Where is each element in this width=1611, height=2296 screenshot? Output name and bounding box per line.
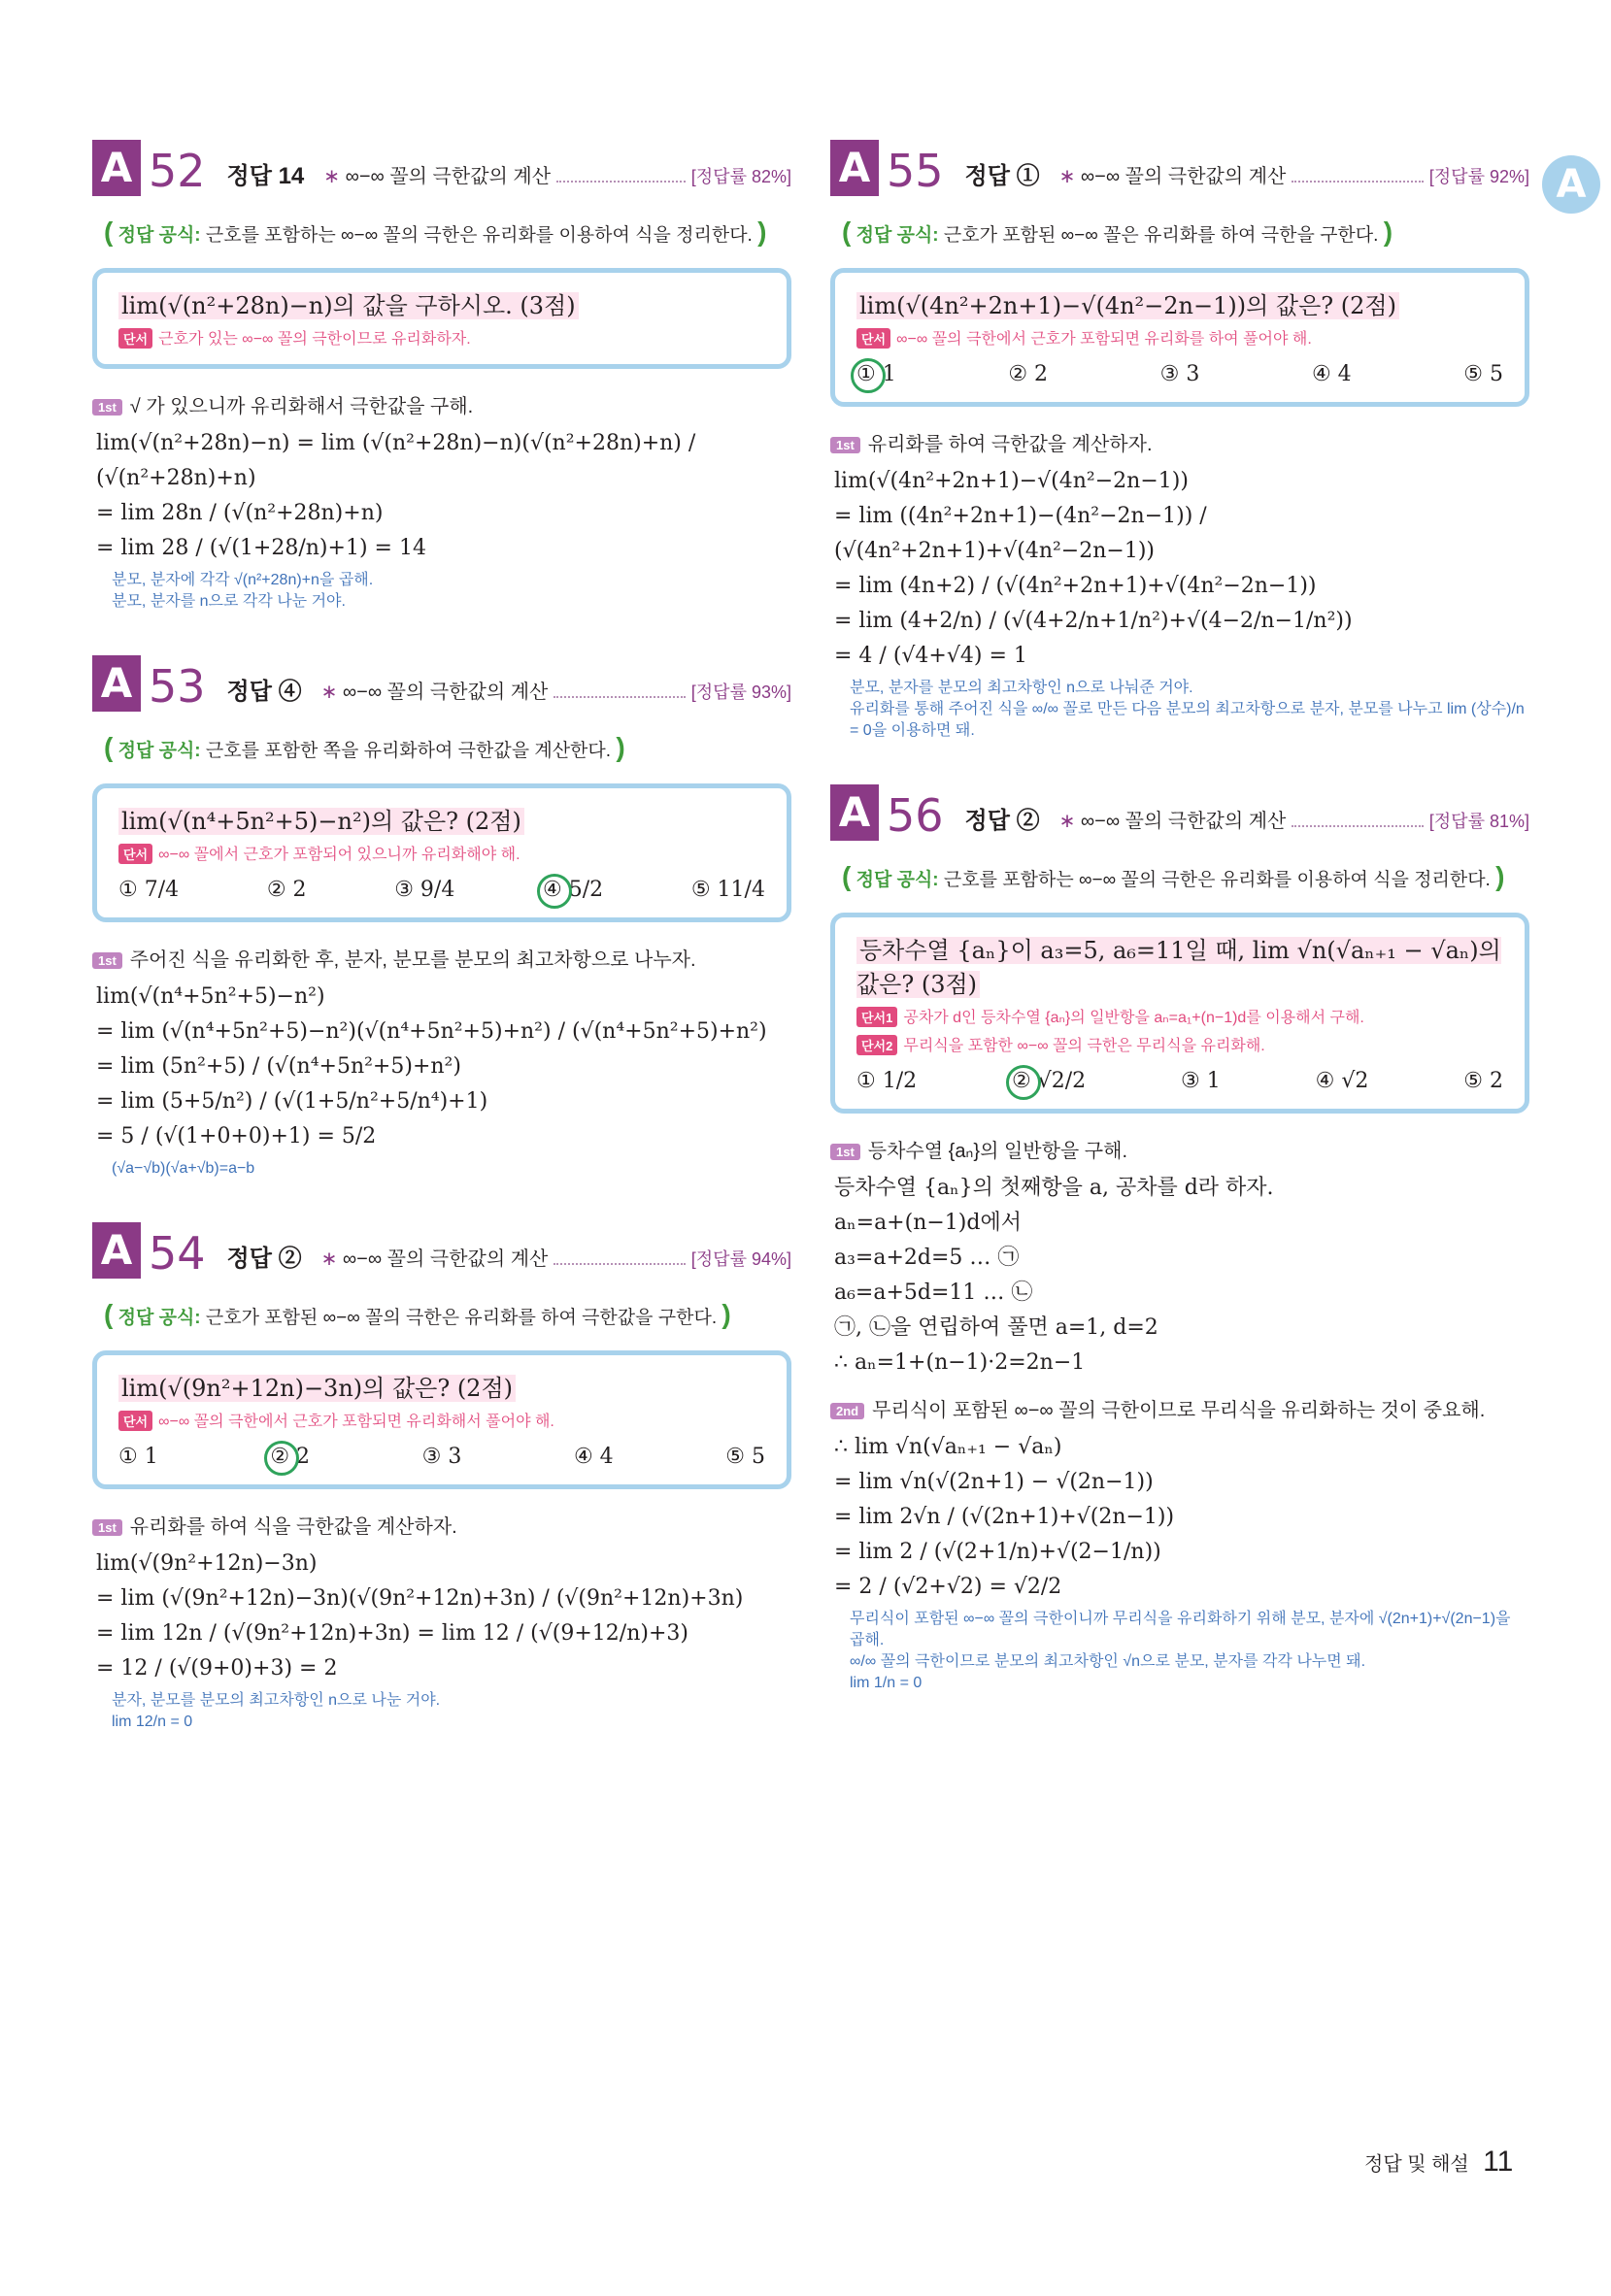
equation-line: a₆=a+5d=11 … ㉡ bbox=[834, 1281, 1033, 1305]
step-badge: 1st bbox=[92, 1519, 122, 1536]
choice-list bbox=[118, 878, 765, 902]
correct-rate: [정답률 93%] bbox=[690, 682, 791, 702]
choice-3: ③ 3 bbox=[1159, 362, 1200, 386]
choice-list bbox=[856, 362, 1503, 386]
problem-topic: ∗ ∞−∞ 꼴의 극한값의 계산 bbox=[1058, 166, 1287, 187]
formula-text: 근호를 포함하는 ∞−∞ 꼴의 극한은 유리화를 이용하여 식을 정리한다. bbox=[943, 870, 1491, 890]
step-text: 유리화를 하여 극한값을 계산하자. bbox=[867, 434, 1153, 455]
page-number: 11 bbox=[1483, 2146, 1514, 2178]
equation-line: = lim (√(n⁴+5n²+5)−n²)(√(n⁴+5n²+5)+n²) / (√(n⁴+5n²+5)+n²) bbox=[96, 1019, 767, 1044]
problem-header bbox=[92, 136, 791, 196]
side-note: 분모, 분자를 n으로 각각 나눈 거야. bbox=[112, 593, 346, 610]
choice-2: ② 2 bbox=[266, 878, 307, 902]
side-notes bbox=[112, 570, 791, 613]
problem-header bbox=[830, 781, 1529, 841]
question-box bbox=[830, 268, 1529, 407]
answer-formula: ( 정답 공식: 근호가 포함된 ∞−∞ 꼴은 유리화를 하여 극한을 구한다. ) bbox=[842, 216, 1393, 247]
hint: 단서 ∞−∞ 꼴에서 근호가 포함되어 있으니까 유리화해야 해. bbox=[118, 842, 765, 864]
problem-level-badge: A bbox=[830, 784, 879, 841]
step-badge: 1st bbox=[92, 952, 122, 969]
step-badge: 1st bbox=[830, 1144, 860, 1160]
step-heading bbox=[92, 390, 791, 418]
equation-line: = lim 2 / (√(2+1/n)+√(2−1/n)) bbox=[834, 1540, 1161, 1564]
correct-rate: [정답률 92%] bbox=[1428, 167, 1529, 186]
question-text: lim(√(9n²+12n)−3n)의 값은? (2점) bbox=[118, 1369, 765, 1403]
step-text: 주어진 식을 유리화한 후, 분자, 분모를 분모의 최고차항으로 나누자. bbox=[129, 949, 696, 971]
choice-1: ① 1/2 bbox=[856, 1069, 918, 1093]
answer-formula: ( 정답 공식: 근호를 포함하는 ∞−∞ 꼴의 극한은 유리화를 이용하여 식을 정리한다. ) bbox=[104, 216, 767, 247]
equation-line: aₙ=a+(n−1)d에서 bbox=[834, 1211, 1022, 1235]
problem-55 bbox=[830, 136, 1529, 742]
equation-line: = lim (4+2/n) / (√(4+2/n+1/n²)+√(4−2/n−1/n²)) bbox=[834, 609, 1353, 633]
problem-topic: ∗ ∞−∞ 꼴의 극한값의 계산 bbox=[323, 166, 552, 187]
hint: 단서 근호가 있는 ∞−∞ 꼴의 극한이므로 유리화하자. bbox=[118, 326, 765, 349]
choice-2: ② √2/2 bbox=[1012, 1069, 1087, 1093]
choice-5: ⑤ 5 bbox=[1463, 362, 1503, 386]
choice-4: ④ 4 bbox=[573, 1445, 614, 1469]
problem-topic: ∗ ∞−∞ 꼴의 극한값의 계산 bbox=[1058, 811, 1287, 832]
side-note: 분모, 분자에 각각 √(n²+28n)+n을 곱해. bbox=[112, 572, 374, 588]
equation-line: lim(√(n⁴+5n²+5)−n²) bbox=[96, 984, 325, 1009]
question-box bbox=[92, 1350, 791, 1489]
problem-header bbox=[830, 136, 1529, 196]
problem-level-badge: A bbox=[830, 140, 879, 196]
hint: 단서1 공차가 d인 등차수열 {aₙ}의 일반항을 aₙ=a₁+(n−1)d를 이용해서 구해. bbox=[856, 1005, 1503, 1027]
choice-5: ⑤ 5 bbox=[725, 1445, 765, 1469]
equation-line: = lim (5n²+5) / (√(n⁴+5n²+5)+n²) bbox=[96, 1054, 461, 1079]
side-note: lim 1/n = 0 bbox=[850, 1675, 923, 1691]
formula-text: 근호를 포함하는 ∞−∞ 꼴의 극한은 유리화를 이용하여 식을 정리한다. bbox=[205, 225, 753, 246]
hint: 단서 ∞−∞ 꼴의 극한에서 근호가 포함되면 유리화해서 풀어야 해. bbox=[118, 1409, 765, 1431]
leader-dots bbox=[1292, 825, 1423, 827]
answer-label: 정답 14 bbox=[226, 163, 305, 189]
equation-line: ∴ lim √n(√aₙ₊₁ − √aₙ) bbox=[834, 1435, 1062, 1459]
hint-2: 단서2 무리식을 포함한 ∞−∞ 꼴의 극한은 무리식을 유리화해. bbox=[856, 1033, 1503, 1055]
left-column bbox=[92, 136, 791, 1772]
formula-label: 정답 공식: bbox=[117, 741, 201, 761]
page-footer bbox=[1364, 2146, 1513, 2179]
question-text: lim(√(n²+28n)−n)의 값을 구하시오. (3점) bbox=[118, 286, 765, 320]
choice-4: ④ 4 bbox=[1311, 362, 1352, 386]
step-heading bbox=[830, 1135, 1529, 1163]
step-badge: 1st bbox=[830, 437, 860, 453]
step-text: √ 가 있으니까 유리화해서 극한값을 구해. bbox=[129, 396, 474, 417]
formula-text: 근호가 포함된 ∞−∞ 꼴은 유리화를 하여 극한을 구한다. bbox=[943, 225, 1379, 246]
star-icon: ∗ bbox=[1058, 166, 1076, 187]
equation-line: 등차수열 {aₙ}의 첫째항을 a, 공차를 d라 하자. bbox=[834, 1176, 1274, 1200]
leader-dots bbox=[554, 696, 685, 698]
correct-rate: [정답률 94%] bbox=[690, 1249, 791, 1269]
equation-line: = lim 28n / (√(n²+28n)+n) bbox=[96, 501, 384, 525]
formula-text: 근호가 포함된 ∞−∞ 꼴의 극한은 유리화를 하여 극한값을 구한다. bbox=[205, 1308, 718, 1328]
question-text: 등차수열 {aₙ}이 a₃=5, a₆=11일 때, lim √n(√aₙ₊₁ − √aₙ)의 값은? (3점) bbox=[856, 937, 1501, 998]
equation-line: = lim 2√n / (√(2n+1)+√(2n−1)) bbox=[834, 1505, 1175, 1529]
leader-dots bbox=[554, 1263, 685, 1265]
step-heading bbox=[92, 944, 791, 972]
problem-52 bbox=[92, 136, 791, 613]
equation-line: lim(√(9n²+12n)−3n) bbox=[96, 1551, 318, 1576]
step-text: 무리식이 포함된 ∞−∞ 꼴의 극한이므로 무리식을 유리화하는 것이 중요해. bbox=[872, 1400, 1486, 1421]
solution-steps bbox=[830, 428, 1529, 742]
problem-number: 55 bbox=[887, 145, 944, 197]
answer-formula: ( 정답 공식: 근호를 포함한 쪽을 유리화하여 극한값을 계산한다. ) bbox=[104, 732, 625, 762]
problem-header bbox=[92, 1218, 791, 1279]
problem-number: 54 bbox=[149, 1227, 206, 1280]
equation-line: = lim ((4n²+2n+1)−(4n²−2n−1)) / (√(4n²+2n+1)+√(4n²−2n−1)) bbox=[834, 504, 1207, 563]
choice-5: ⑤ 11/4 bbox=[690, 878, 765, 902]
choice-4: ④ √2 bbox=[1315, 1069, 1369, 1093]
answer-formula: ( 정답 공식: 근호가 포함된 ∞−∞ 꼴의 극한은 유리화를 하여 극한값을 구한다. ) bbox=[104, 1299, 731, 1329]
question-box bbox=[830, 913, 1529, 1114]
question-text: lim(√(4n²+2n+1)−√(4n²−2n−1))의 값은? (2점) bbox=[856, 286, 1503, 320]
equation-line: = lim 28 / (√(1+28/n)+1) = 14 bbox=[96, 536, 426, 560]
formula-label: 정답 공식: bbox=[117, 1308, 201, 1328]
leader-dots bbox=[1292, 181, 1423, 183]
side-notes bbox=[112, 1158, 791, 1180]
problem-number: 53 bbox=[149, 660, 206, 713]
problem-header bbox=[92, 651, 791, 712]
leader-dots bbox=[556, 181, 686, 183]
side-note: 무리식이 포함된 ∞−∞ 꼴의 극한이니까 무리식을 유리화하기 위해 분모, 분자에 √(2n+1)+√(2n−1)을 곱해. bbox=[850, 1611, 1511, 1648]
question-text: lim(√(n⁴+5n²+5)−n²)의 값은? (2점) bbox=[118, 802, 765, 836]
choice-list bbox=[118, 1445, 765, 1469]
step-heading bbox=[830, 1394, 1529, 1422]
answer-formula: ( 정답 공식: 근호를 포함하는 ∞−∞ 꼴의 극한은 유리화를 이용하여 식을 정리한다. ) bbox=[842, 861, 1505, 891]
problem-54 bbox=[92, 1218, 791, 1733]
choice-2: ② 2 bbox=[270, 1445, 311, 1469]
equation-line: lim(√(n²+28n)−n) = lim (√(n²+28n)−n)(√(n²+28n)+n) / (√(n²+28n)+n) bbox=[96, 431, 696, 490]
solution-steps bbox=[92, 944, 791, 1180]
equation-line: = lim √n(√(2n+1) − √(2n−1)) bbox=[834, 1470, 1154, 1494]
answer-label: 정답 ④ bbox=[226, 679, 302, 705]
step-heading bbox=[92, 1511, 791, 1539]
formula-label: 정답 공식: bbox=[856, 870, 939, 890]
problem-level-badge: A bbox=[92, 655, 141, 712]
solution-steps bbox=[92, 390, 791, 613]
side-notes bbox=[112, 1690, 791, 1733]
equation-line: lim(√(4n²+2n+1)−√(4n²−2n−1)) bbox=[834, 469, 1189, 493]
equation-line: = 4 / (√4+√4) = 1 bbox=[834, 644, 1027, 668]
choice-1: ① 1 bbox=[118, 1445, 158, 1469]
equation-line: a₃=a+2d=5 … ㉠ bbox=[834, 1246, 1020, 1270]
star-icon: ∗ bbox=[320, 1248, 338, 1270]
problem-level-badge: A bbox=[92, 140, 141, 196]
star-icon: ∗ bbox=[323, 166, 341, 187]
correct-rate: [정답률 81%] bbox=[1428, 812, 1529, 831]
equation-line: = lim (√(9n²+12n)−3n)(√(9n²+12n)+3n) / (√(9n²+12n)+3n) bbox=[96, 1586, 744, 1611]
step-heading bbox=[830, 428, 1529, 456]
right-column bbox=[830, 136, 1529, 1733]
question-box bbox=[92, 268, 791, 369]
equation-line: = lim (4n+2) / (√(4n²+2n+1)+√(4n²−2n−1)) bbox=[834, 574, 1317, 598]
equation-line: = 2 / (√2+√2) = √2/2 bbox=[834, 1575, 1062, 1599]
section-tab-marker: A bbox=[1542, 155, 1600, 214]
choice-4: ④ 5/2 bbox=[543, 878, 604, 902]
formula-label: 정답 공식: bbox=[117, 225, 201, 246]
star-icon: ∗ bbox=[1058, 811, 1076, 832]
choice-5: ⑤ 2 bbox=[1463, 1069, 1503, 1093]
choice-1: ① 7/4 bbox=[118, 878, 180, 902]
side-note: 분모, 분자를 분모의 최고차항인 n으로 나눠준 거야. bbox=[850, 680, 1193, 696]
side-note: (√a−√b)(√a+√b)=a−b bbox=[112, 1160, 255, 1177]
problem-53 bbox=[92, 651, 791, 1180]
correct-rate: [정답률 82%] bbox=[690, 167, 791, 186]
step-badge: 1st bbox=[92, 399, 122, 416]
side-note: lim 12/n = 0 bbox=[112, 1714, 193, 1730]
step-text: 등차수열 {aₙ}의 일반항을 구해. bbox=[867, 1141, 1127, 1162]
side-notes bbox=[850, 678, 1529, 742]
problem-number: 52 bbox=[149, 145, 206, 197]
equation-line: = lim 12n / (√(9n²+12n)+3n) = lim 12 / (√(9+12/n)+3) bbox=[96, 1621, 688, 1646]
question-box bbox=[92, 783, 791, 922]
choice-2: ② 2 bbox=[1008, 362, 1049, 386]
side-notes bbox=[850, 1609, 1529, 1694]
answer-label: 정답 ② bbox=[226, 1246, 302, 1272]
choice-1: ① 1 bbox=[856, 362, 896, 386]
equation-line: = lim (5+5/n²) / (√(1+5/n²+5/n⁴)+1) bbox=[96, 1089, 488, 1114]
problem-topic: ∗ ∞−∞ 꼴의 극한값의 계산 bbox=[320, 682, 549, 703]
choice-3: ③ 1 bbox=[1181, 1069, 1221, 1093]
answer-label: 정답 ① bbox=[964, 163, 1040, 189]
star-icon: ∗ bbox=[320, 682, 338, 703]
formula-text: 근호를 포함한 쪽을 유리화하여 극한값을 계산한다. bbox=[205, 741, 612, 761]
formula-label: 정답 공식: bbox=[856, 225, 939, 246]
equation-line: ㉠, ㉡을 연립하여 풀면 a=1, d=2 bbox=[834, 1315, 1158, 1340]
problem-level-badge: A bbox=[92, 1222, 141, 1279]
choice-3: ③ 3 bbox=[421, 1445, 462, 1469]
problem-topic: ∗ ∞−∞ 꼴의 극한값의 계산 bbox=[320, 1248, 549, 1270]
problem-number: 56 bbox=[887, 789, 944, 842]
equation-line: ∴ aₙ=1+(n−1)·2=2n−1 bbox=[834, 1350, 1086, 1375]
choice-list bbox=[856, 1069, 1503, 1093]
side-note: 유리화를 통해 주어진 식을 ∞/∞ 꼴로 만든 다음 분모의 최고차항으로 분자, 분모를 나누고 lim (상수)/n = 0을 이용하면 돼. bbox=[850, 701, 1525, 739]
equation-line: = 5 / (√(1+0+0)+1) = 5/2 bbox=[96, 1124, 377, 1148]
step-text: 유리화를 하여 식을 극한값을 계산하자. bbox=[129, 1516, 457, 1538]
equation-line: = 12 / (√(9+0)+3) = 2 bbox=[96, 1656, 338, 1680]
side-note: 분자, 분모를 분모의 최고차항인 n으로 나눈 거야. bbox=[112, 1692, 441, 1709]
side-note: ∞/∞ 꼴의 극한이므로 분모의 최고차항인 √n으로 분모, 분자를 각각 나누면 돼. bbox=[850, 1653, 1366, 1670]
hint: 단서 ∞−∞ 꼴의 극한에서 근호가 포함되면 유리화를 하여 풀어야 해. bbox=[856, 326, 1503, 349]
footer-label: 정답 및 해설 bbox=[1364, 2153, 1469, 2176]
step-badge: 2nd bbox=[830, 1403, 864, 1419]
solution-steps bbox=[92, 1511, 791, 1733]
choice-3: ③ 9/4 bbox=[394, 878, 455, 902]
solution-steps bbox=[830, 1135, 1529, 1694]
answer-label: 정답 ② bbox=[964, 808, 1040, 834]
problem-56 bbox=[830, 781, 1529, 1694]
